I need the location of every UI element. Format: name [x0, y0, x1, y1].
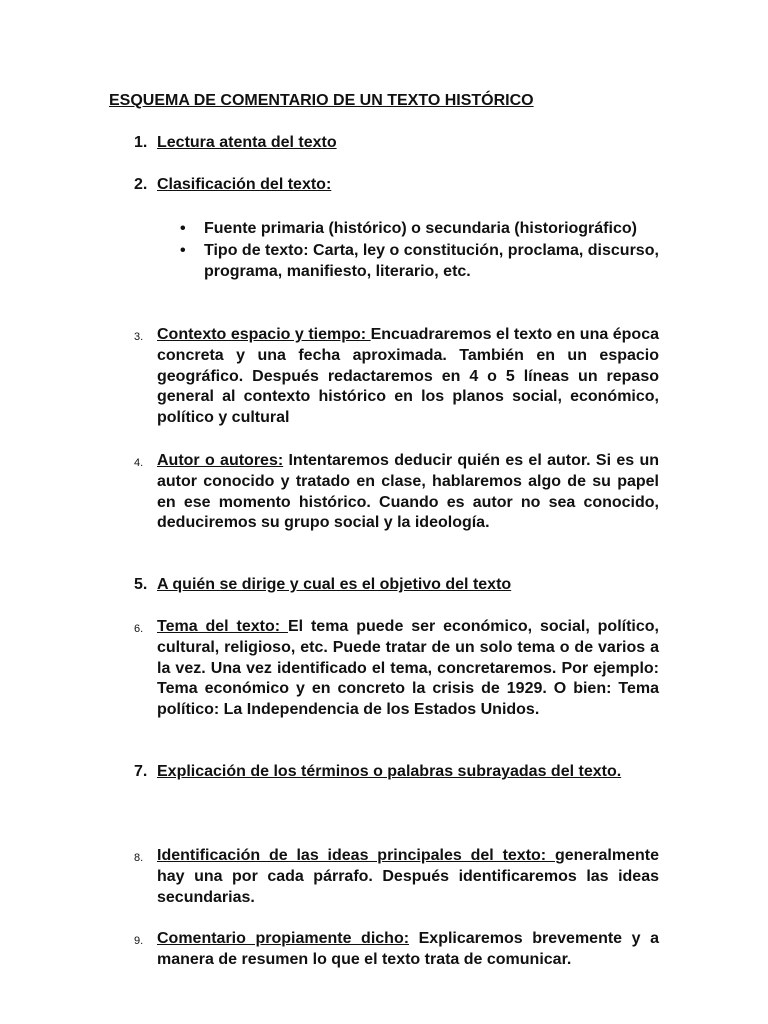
- bullet-icon: •: [180, 241, 186, 259]
- item-number: 1.: [134, 134, 148, 151]
- item-body: Encuadraremos el texto en una época concreta y una fecha aproximada. También en un espacio geográfico. Después redactaremos en 4 o 5 líneas un repaso general al contexto histórico en los planos social, económico, político y cultural: [157, 326, 659, 427]
- item-number: 2.: [134, 176, 148, 193]
- item-body: Intentaremos deducir quién es el autor. Si es un autor conocido y tratado en clase, hablaremos algo de su papel en ese momento histórico. Cuando es autor no sea conocido, deduciremos su grupo social y la ideología.: [157, 452, 659, 532]
- item-heading: Tema del texto:: [157, 618, 288, 635]
- item-heading: Lectura atenta del texto: [157, 134, 337, 151]
- item-heading: Identificación de las ideas principales del texto:: [157, 847, 555, 864]
- item-number: 6.: [134, 623, 144, 635]
- list-item-3: [134, 325, 659, 429]
- item-heading: Autor o autores:: [157, 452, 284, 469]
- list-item-2: [134, 175, 659, 196]
- bullet-text: Tipo de texto: Carta, ley o constitución, proclama, discurso, programa, manifiesto, literario, etc.: [204, 241, 659, 280]
- list-item-9: [134, 929, 659, 971]
- item-heading: Contexto espacio y tiempo:: [157, 326, 371, 343]
- item-number: 5.: [134, 576, 148, 593]
- page-title: ESQUEMA DE COMENTARIO DE UN TEXTO HISTÓRICO: [109, 92, 534, 109]
- item-heading: Comentario propiamente dicho:: [157, 930, 410, 947]
- item-body: El tema puede ser económico, social, político, cultural, religioso, etc. Puede tratar de un solo tema o de varios a la vez. Una vez identificado el tema, concretaremos. Por ejemplo: Tema económico y en concreto la crisis de 1929. O bien: Tema político: La Independencia de los Estados Unidos.: [157, 618, 659, 719]
- item-number: 9.: [134, 935, 144, 947]
- bullet-item: [180, 240, 660, 283]
- bullet-item: [180, 218, 660, 240]
- list-item-1: [134, 133, 659, 154]
- item-heading: A quién se dirige y cual es el objetivo del texto: [157, 576, 512, 593]
- item-body: generalmente hay una por cada párrafo. Después identificaremos las ideas secundarias.: [157, 847, 659, 906]
- item-number: 7.: [134, 763, 148, 780]
- item-heading: Clasificación del texto:: [157, 176, 332, 193]
- item-body: Explicaremos brevemente y a manera de resumen lo que el texto trata de comunicar.: [157, 930, 659, 968]
- item-number: 4.: [134, 457, 144, 469]
- list-item-8: [134, 846, 659, 908]
- list-item-5: [134, 575, 659, 596]
- item-heading: Explicación de los términos o palabras subrayadas del texto.: [157, 763, 622, 780]
- bullet-icon: •: [180, 220, 186, 237]
- list-item-7: [134, 762, 659, 783]
- item-number: 3.: [134, 331, 144, 343]
- bullet-text: Fuente primaria (histórico) o secundaria (historiográfico): [204, 220, 637, 237]
- list-item-4: [134, 451, 659, 534]
- bullet-list: [180, 218, 660, 283]
- item-number: 8.: [134, 852, 144, 864]
- list-item-6: [134, 617, 659, 721]
